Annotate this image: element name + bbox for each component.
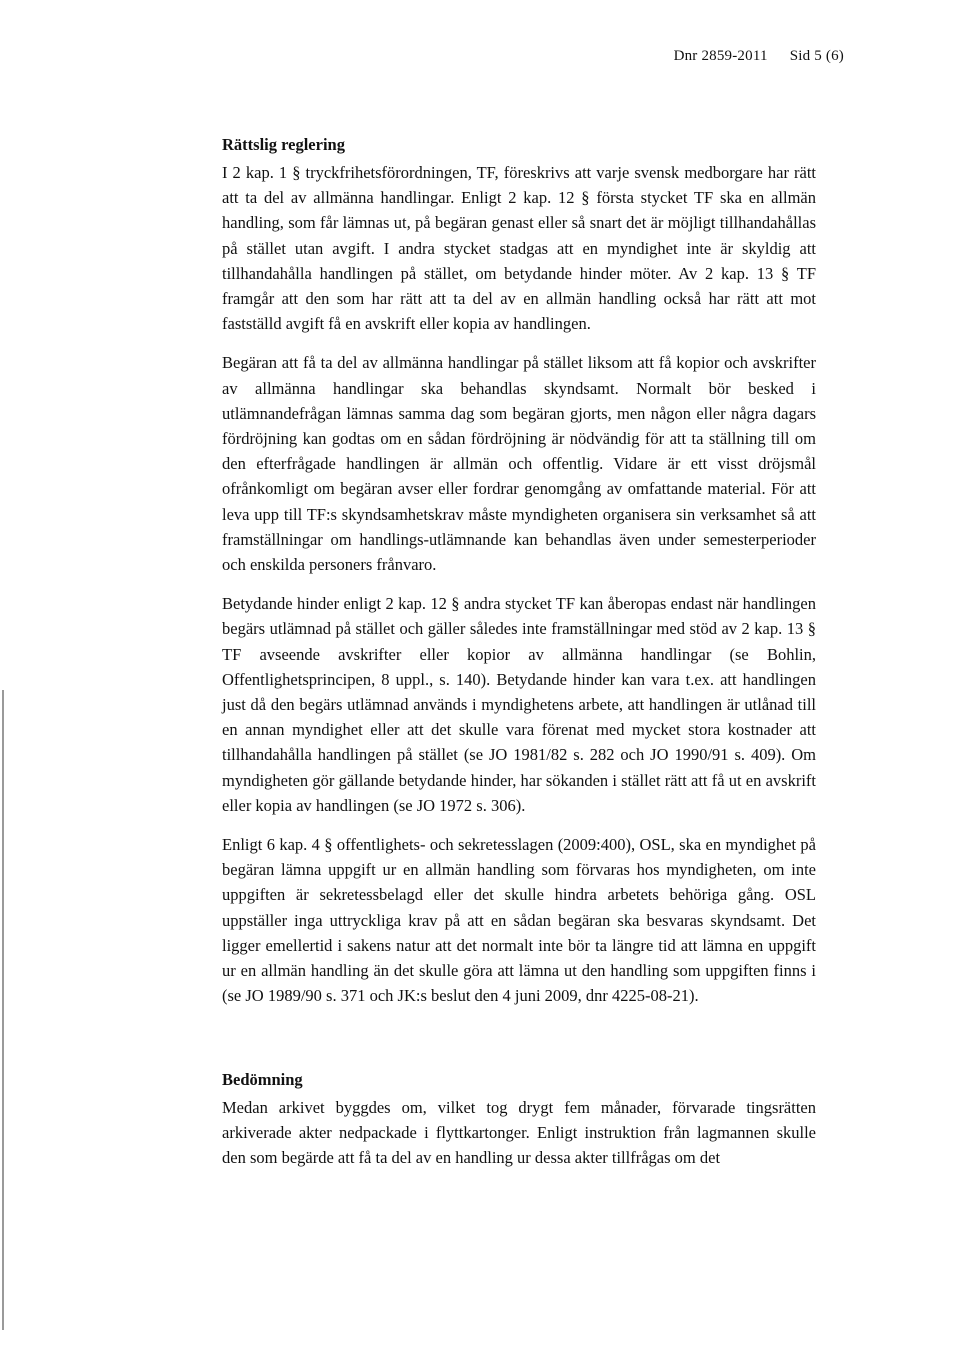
scan-edge-line (2, 690, 4, 1330)
paragraph-osl: Enligt 6 kap. 4 § offentlighets- och sekretesslagen (2009:400), OSL, ska en myndighet på begäran lämna uppgift ur en allmän handling som förvaras hos myndigheten, om inte uppgiften är sekretessbelagd eller det skulle hindra arbetets behöriga gång. OSL uppställer inga uttryckliga krav på att en sådan begäran ska besvaras skyndsamt. Det ligger emellertid i sakens natur att det normalt inte bör ta längre tid att lämna en uppgift ur en allmän handling än det skulle göra att lämna ut den handling som uppgiften finns i (se JO 1989/90 s. 371 och JK:s beslut den 4 juni 2009, dnr 4225-08-21). (222, 835, 816, 1006)
section-heading-rattslig-reglering: Rättslig reglering (222, 135, 345, 154)
page-number: Sid 5 (6) (789, 48, 844, 64)
paragraph-skyndsamhet: Begäran att få ta del av allmänna handlingar på stället liksom att få kopior och avskrifter av allmänna handlingar ska behandlas skyndsamt. Normalt bör besked i utlämnandefrågan lämnas samma dag som begäran gjorts, men någon eller några dagars fördröjning kan godtas om en sådan fördröjning är nödvändig för att ta ställning till om den efterfrågade handlingen är allmän och offentlig. Vidare är ett visst dröjsmål ofrånkomligt om begäran avser eller fordrar genomgång av omfattande material. För att leva upp till TF:s skyndsamhetskrav måste myndigheten organisera sin verksamhet så att framställningar om handlings-utlämnande kan behandlas även under semesterperioder och enskilda personers frånvaro. (222, 353, 816, 575)
document-body (222, 132, 816, 1170)
paragraph-betydande-hinder: Betydande hinder enligt 2 kap. 12 § andra stycket TF kan åberopas endast när handlingen begärs utlämnad på stället och gäller således inte framställningar med stöd av 2 kap. 13 § TF avseende avskrifter eller kopior av allmänna handlingar (se Bohlin, Offentlighetsprincipen, 8 uppl., s. 140). Betydande hinder kan vara t.ex. att handlingen just då den begärs utlämnad används i myndighetens arbete, att handlingen är utlånad till en annan myndighet eller att det skulle vara förenat med mycket stora kostnader att tillhandahålla handlingen på stället (se JO 1981/82 s. 282 och JO 1990/91 s. 409). Om myndigheten gör gällande betydande hinder, har sökanden i stället rätt att få ut en avskrift eller kopia av handlingen (se JO 1972 s. 306). (222, 594, 816, 815)
page-header (674, 48, 844, 65)
paragraph-bedomning: Medan arkivet byggdes om, vilket tog drygt fem månader, förvarade tingsrätten arkiverade akter nedpackade i flyttkartonger. Enligt instruktion från lagmannen skulle den som begärde att få ta del av en handling ur dessa akter tillfrågas om det (222, 1097, 816, 1167)
section-heading-bedomning: Bedömning (222, 1069, 303, 1089)
case-number: Dnr 2859-2011 (673, 48, 768, 64)
paragraph-tf-regulation: I 2 kap. 1 § tryckfrihetsförordningen, TF, föreskrivs att varje svensk medborgare har rätt att ta del av allmänna handlingar. Enligt 2 kap. 12 § första stycket TF ska en allmän handling, som får lämnas ut, på begäran genast eller så snart det är möjligt tillhandahållas på stället utan avgift. I andra stycket stadgas att en myndighet inte är skyldig att tillhandahålla handlingen på stället, om betydande hinder möter. Av 2 kap. 13 § TF framgår att den som har rätt att ta del av en allmän handling också har rätt att mot fastställd avgift få en avskrift eller kopia av handlingen. (222, 163, 816, 334)
